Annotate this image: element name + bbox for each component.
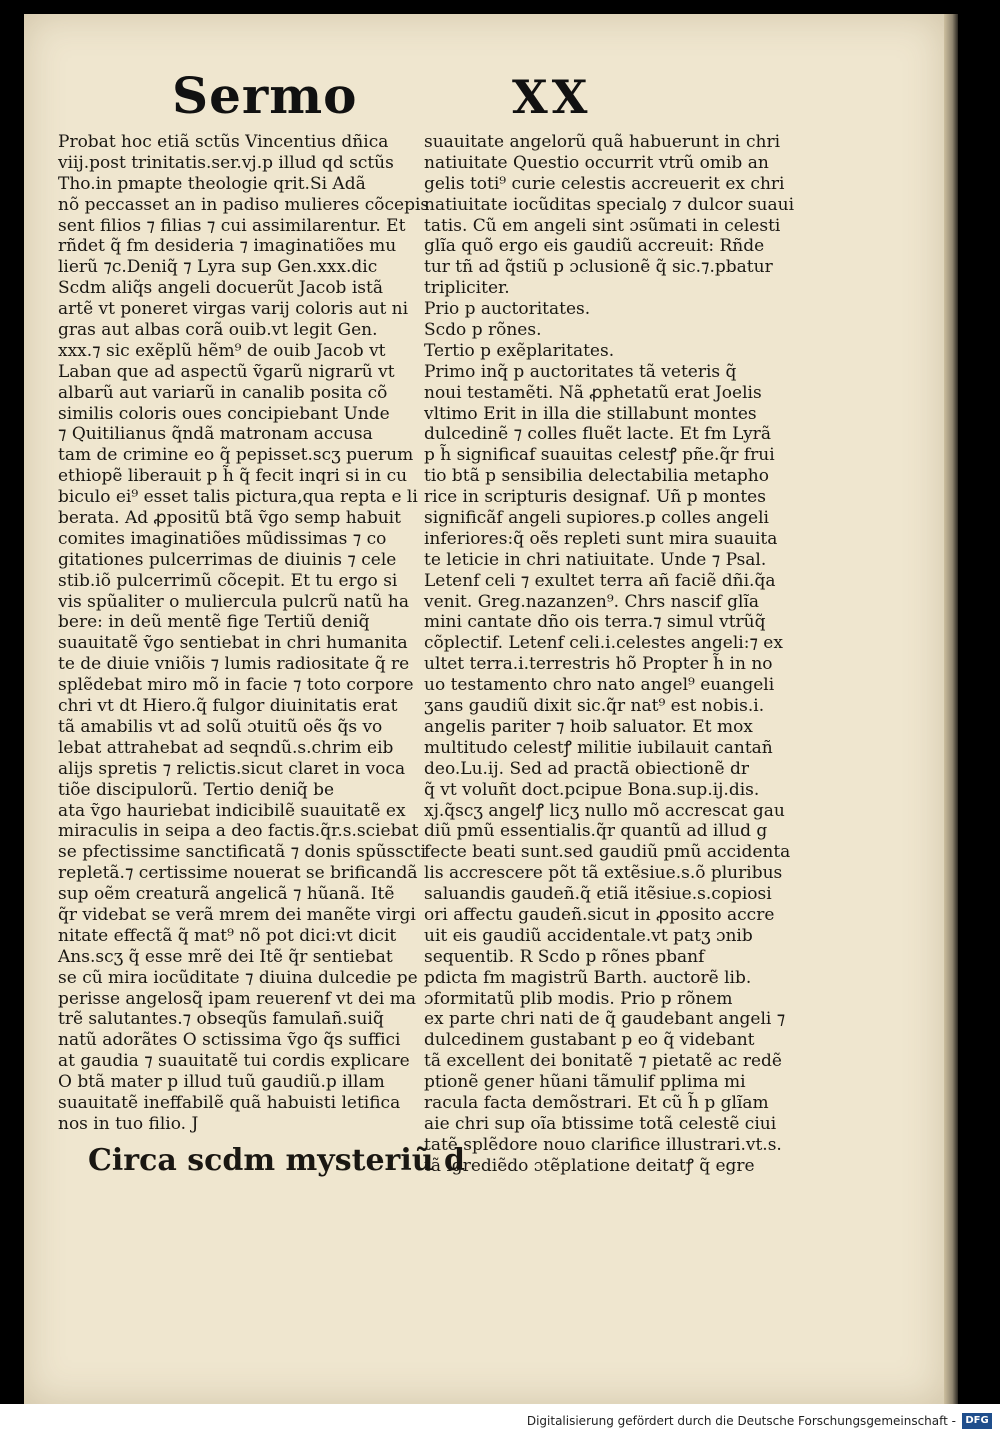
text-line: diũ pmũ essentialis.q̃r quantũ ad illud g (424, 821, 768, 842)
text-line: cõplectif. Letenf celi.i.celestes angeli:⁊ ex (424, 633, 783, 654)
text-line: suauitate angelorũ quã habuerunt in chri (424, 132, 781, 152)
text-line: splẽdebat miro mõ in facie ⁊ toto corpore (58, 675, 414, 696)
text-line: vis spũaliter o muliercula pulcrũ natũ ha (58, 591, 409, 612)
text-line: albarũ aut variarũ in canalib posita cõ (58, 382, 388, 403)
text-line: mini cantate dño ois terra.⁊ simul vtrũq̃ (424, 612, 766, 633)
text-line: Prio p auctoritates. (424, 299, 591, 320)
text-line: tatẽ splẽdore nouo clarifice illustrari.vt.s. (424, 1134, 782, 1155)
text-line: ata ṽgo hauriebat indicibilẽ suauitatẽ ex (58, 800, 406, 821)
text-line: ultet terra.i.terrestris hõ Propter h̃ in no (424, 654, 773, 675)
text-line: rñdet q̃ fm desideria ⁊ imaginatiões mu (58, 236, 397, 257)
page-edge (944, 14, 958, 1404)
text-line: tã excellent dei bonitatẽ ⁊ pietatẽ ac redẽ (424, 1051, 782, 1072)
text-line: natũ adorãtes O sctissima ṽgo q̃s suffici (58, 1030, 401, 1051)
text-line: Ans.scʒ q̃ esse mrẽ dei Itẽ q̃r sentiebat (58, 946, 393, 967)
text-line: tio btã p sensibilia delectabilia metapho (424, 466, 769, 487)
text-line: significãf angeli supiores.p colles angeli (424, 508, 769, 529)
text-line: Letenf celi ⁊ exultet terra añ faciẽ dñi.q̃a (424, 570, 776, 591)
footer-bar (0, 1404, 1000, 1438)
text-line: tam de crimine eo q̃ pepisset.scʒ puerum (58, 445, 414, 466)
text-line: suauitatẽ ṽgo sentiebat in chri humanita (58, 633, 408, 654)
text-line: berata. Ad ꝓpositũ btã ṽgo semp habuit (58, 508, 401, 529)
header-number: XX (512, 70, 592, 124)
text-line: lis accrescere põt tã extẽsiue.s.õ pluribus (424, 863, 783, 884)
text-line: xj.q̃scʒ angelꝭ licʒ nullo mõ accrescat gau (424, 800, 785, 821)
text-line: uit eis gaudiũ accidentale.vt patʒ ɔnib (424, 925, 753, 946)
text-line: deo.Lu.ij. Sed ad practã obiectionẽ dr (424, 758, 749, 779)
text-line: repletã.⁊ certissime nouerat se brificandã (58, 863, 418, 884)
text-line: gitationes pulcerrimas de diuinis ⁊ cele (58, 549, 397, 570)
text-line: sequentib. R Scdo p rõnes pbanf (424, 946, 705, 967)
text-line: ethiopẽ liberauit p h̃ q̃ fecit inqri si in cu (58, 466, 408, 487)
text-line: tur tñ ad q̃stiũ p ɔclusionẽ q̃ sic.⁊.pbatur (424, 257, 773, 278)
running-header (24, 66, 944, 136)
text-line: p h̃ significaf suauitas celestꝭ pñe.q̃r frui (424, 445, 775, 466)
text-line: tã igrediẽdo ɔtẽplatione deitatꝭ q̃ egre (424, 1155, 755, 1176)
text-line: ʒans gaudiũ dixit sic.q̃r nat⁹ est nobis.i. (424, 696, 765, 717)
text-line: noui testamẽti. Nã ꝓphetatũ erat Joelis (424, 382, 762, 403)
text-line: inferiores:q̃ oẽs repleti sunt mira suauita (424, 528, 778, 549)
text-line: ⁊ Quitilianus q̃ndã matronam accusa (58, 424, 373, 445)
book-page (24, 14, 944, 1404)
text-line: at gaudia ⁊ suauitatẽ tui cordis explicare (58, 1051, 410, 1072)
text-line: tripliciter. (424, 278, 510, 299)
text-line: similis coloris oues concipiebant Unde (58, 403, 390, 424)
text-line: O btã mater p illud tuũ gaudiũ.p illam (58, 1072, 385, 1093)
text-line: multitudo celestꝭ militie iubilauit cantañ (424, 737, 773, 758)
text-line: glĩa quõ ergo eis gaudiũ accreuit: Rñde (424, 236, 765, 257)
text-line: gelis toti⁹ curie celestis accreuerit ex chri (424, 173, 785, 194)
text-line: suauitatẽ ineffabilẽ quã habuisti letifica (58, 1092, 401, 1113)
text-line: tiõe discipulorũ. Tertio deniq̃ be (58, 779, 335, 800)
text-line: rice in scripturis designaf. Uñ p montes (424, 487, 766, 508)
text-line: Scdm aliq̃s angeli docuerũt Jacob istã (58, 278, 383, 299)
text-line: aie chri sup oĩa btissime totã celestẽ ciui (424, 1113, 777, 1134)
text-line: saluandis gaudeñ.q̃ etiã itẽsiue.s.copiosi (424, 884, 772, 905)
text-line: ori affectu gaudeñ.sicut in ꝓposito accre (424, 904, 775, 925)
text-line: sent filios ⁊ filias ⁊ cui assimilarentur. Et (58, 215, 406, 236)
dfg-logo: DFG (962, 1413, 992, 1429)
text-line: lebat attrahebat ad seqndũ.s.chrim eib (58, 737, 394, 758)
text-line: perisse angelosq̃ ipam reuerenf vt dei ma (58, 988, 417, 1009)
text-line: dulcedinem gustabant p eo q̃ videbant (424, 1030, 755, 1051)
text-line: dulcedinẽ ⁊ colles fluẽt lacte. Et fm Lyrã (424, 424, 771, 445)
text-line: te de diuie vniõis ⁊ lumis radiositate q̃ re (58, 654, 410, 675)
text-line: venit. Greg.nazanzen⁹. Chrs nascif glĩa (424, 591, 760, 612)
text-line: tatis. Cũ em angeli sint ɔsũmati in celesti (424, 215, 781, 236)
text-line: te leticie in chri natiuitate. Unde ⁊ Psal. (424, 549, 767, 570)
text-line: ɔformitatũ plib modis. Prio p rõnem (424, 988, 733, 1009)
left-text-column (58, 132, 465, 1181)
text-line: gras aut albas corã ouib.vt legit Gen. (58, 320, 378, 341)
text-line: Scdo p rõnes. (424, 320, 542, 341)
header-title: Sermo (172, 66, 358, 125)
text-line: pdicta fm magistrũ Barth. auctorẽ lib. (424, 967, 752, 988)
text-line: nõ peccasset an in padiso mulieres cõcepis (58, 194, 430, 215)
catchword-line: Circa scdm mysteriũ d (88, 1142, 465, 1178)
text-line: se cũ mira iocũditate ⁊ diuina dulcedie pe (58, 967, 418, 988)
text-line: trẽ salutantes.⁊ obseqũs famulañ.suiq̃ (58, 1009, 384, 1030)
text-line: bere: in deũ mentẽ fige Tertiũ deniq̃ (58, 612, 370, 633)
text-line: lierũ ⁊c.Deniq̃ ⁊ Lyra sup Gen.xxx.dic (58, 257, 378, 278)
text-line: fecte beati sunt.sed gaudiũ pmũ accidenta (424, 842, 791, 863)
text-line: xxx.⁊ sic exẽplũ hẽm⁹ de ouib Jacob vt (58, 340, 386, 361)
text-line: racula facta demõstrari. Et cũ h̃ p glĩam (424, 1092, 769, 1113)
text-line: tã amabilis vt ad solũ ɔtuitũ oẽs q̃s vo (58, 716, 383, 737)
funding-notice: Digitalisierung gefördert durch die Deutsche Forschungsgemeinschaft - (526, 1414, 956, 1428)
text-line: natiuitate iocũditas specialꝯ ⁊ dulcor suaui (424, 194, 795, 215)
text-line: artẽ vt poneret virgas varij coloris aut ni (58, 299, 409, 320)
text-line: angelis pariter ⁊ hoib saluator. Et mox (424, 716, 753, 737)
text-line: sup oẽm creaturã angelicã ⁊ hũanã. Itẽ (58, 884, 395, 905)
text-line: Tertio p exẽplaritates. (424, 340, 615, 361)
text-line: miraculis in seipa a deo factis.q̃r.s.sciebat (58, 821, 419, 842)
text-line: natiuitate Questio occurrit vtrũ omib an (424, 152, 769, 173)
text-line: alijs spretis ⁊ relictis.sicut claret in voca (58, 758, 406, 779)
text-line: Primo inq̃ p auctoritates tã veteris q̃ (424, 361, 737, 382)
text-line: nitate effectã q̃ mat⁹ nõ pot dici:vt dicit (58, 925, 397, 946)
text-line: ex parte chri nati de q̃ gaudebant angeli ⁊ (424, 1009, 786, 1030)
text-line: viij.post trinitatis.ser.vj.p illud qd sctũs (58, 152, 394, 173)
text-line: chri vt dt Hiero.q̃ fulgor diuinitatis erat (58, 696, 398, 717)
text-line: vltimo Erit in illa die stillabunt montes (424, 403, 757, 424)
text-line: se pfectissime sanctificatã ⁊ donis spũsscti (58, 842, 426, 863)
text-line: Probat hoc etiã sctũs Vincentius dñica (58, 132, 389, 152)
text-line: ptionẽ gener hũani tãmulif pplima mi (424, 1072, 746, 1093)
text-line: comites imaginatiões mũdissimas ⁊ co (58, 528, 387, 549)
text-line: q̃r videbat se verã mrem dei manẽte virgi (58, 904, 416, 925)
text-line: uo testamento chro nato angel⁹ euangeli (424, 675, 775, 696)
text-line: stib.iõ pulcerrimũ cõcepit. Et tu ergo si (58, 570, 398, 591)
text-line: biculo ei⁹ esset talis pictura,qua repta e li (58, 487, 418, 508)
text-line: q̃ vt voluñt doct.pcipue Bona.sup.ij.dis. (424, 779, 760, 800)
text-line: Tho.in pmapte theologie qrit.Si Adã (58, 173, 366, 194)
right-text-column (424, 132, 795, 1177)
text-line: nos in tuo filio. J (58, 1113, 199, 1134)
text-line: Laban que ad aspectũ ṽgarũ nigrarũ vt (58, 361, 395, 382)
